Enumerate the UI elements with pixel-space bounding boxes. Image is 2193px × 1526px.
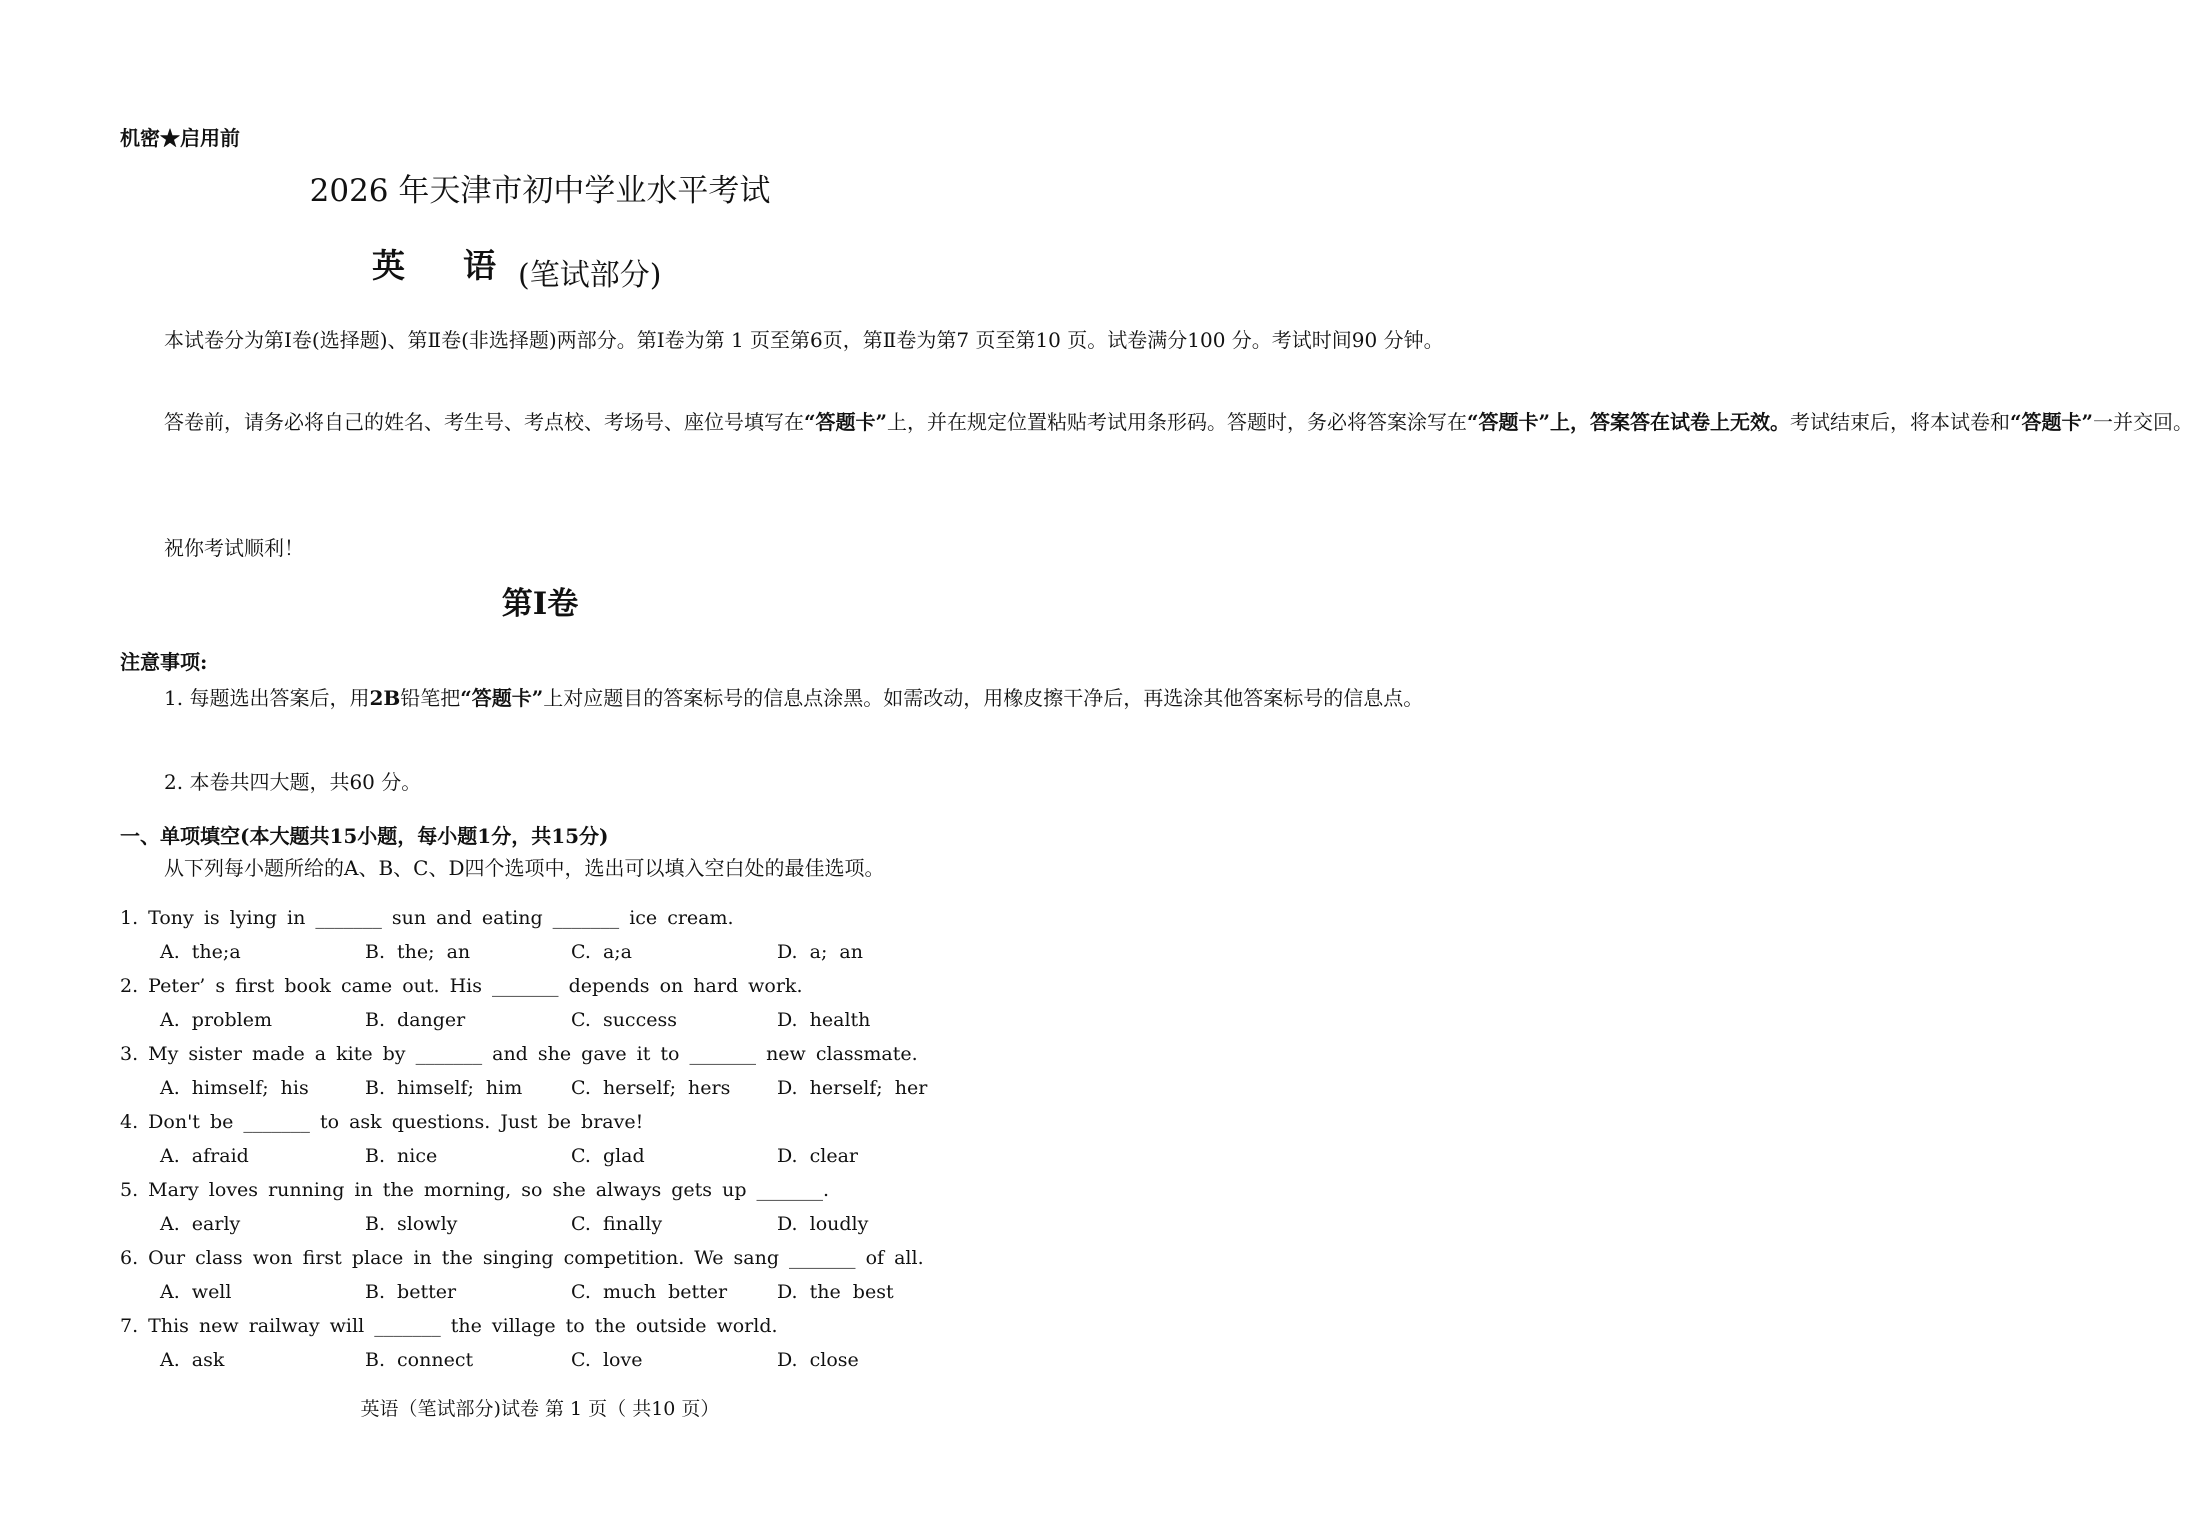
answer-option: A. problem [160, 1009, 272, 1031]
notice-text: 铅笔把 [400, 686, 461, 710]
answer-option: B. nice [365, 1145, 438, 1167]
answer-option: A. early [160, 1213, 241, 1235]
answer-card-term: “答题卡” [2010, 410, 2094, 434]
answer-option: C. success [571, 1009, 677, 1031]
answer-option: C. herself; hers [571, 1077, 731, 1099]
answer-option: D. clear [777, 1145, 859, 1167]
section-heading: 一、单项填空(本大题共15小题，每小题1分，共15分) [120, 824, 609, 848]
answer-option: D. close [777, 1349, 859, 1371]
page-footer: 英语（笔试部分)试卷 第 1 页（ 共10 页） [360, 1398, 720, 1420]
question-stem: 3. My sister made a kite by _______ and she gave it to _______ new classmate. [120, 1043, 918, 1065]
subject-title: 英语 [372, 246, 554, 285]
volume-title: 第Ⅰ卷 [501, 586, 579, 622]
pencil-term: 2B [369, 686, 401, 710]
answer-option: C. a;a [571, 941, 632, 963]
answer-option: C. glad [571, 1145, 645, 1167]
answer-option: D. loudly [777, 1213, 869, 1235]
intro-text: 一并交回。 [2093, 410, 2193, 434]
answer-option: B. danger [365, 1009, 466, 1031]
notice-heading: 注意事项: [120, 650, 208, 674]
intro-text: 上，并在规定位置粘贴考试用条形码。答题时，务必将答案涂写在 [887, 410, 1468, 434]
question-stem: 5. Mary loves running in the morning, so she always gets up _______. [120, 1179, 830, 1201]
confidential-label: 机密★启用前 [120, 126, 240, 150]
answer-card-term: “答题卡” [460, 686, 544, 710]
answer-card-term: “答题卡” [804, 410, 888, 434]
answer-option: C. much better [571, 1281, 728, 1303]
exam-title: 2026 年天津市初中学业水平考试 [309, 173, 771, 209]
answer-option: D. the best [777, 1281, 894, 1303]
answer-option: A. himself; his [160, 1077, 309, 1099]
notice-item-2: 2. 本卷共四大题，共60 分。 [164, 770, 422, 794]
notice-text: 上对应题目的答案标号的信息点涂黑。如需改动，用橡皮擦干净后，再选涂其他答案标号的信息点。 [543, 686, 1424, 710]
notice-text: 1. 每题选出答案后，用 [164, 686, 370, 710]
answer-option: A. afraid [160, 1145, 249, 1167]
question-stem: 2. Peter’ s first book came out. His _______ depends on hard work. [120, 975, 803, 997]
question-stem: 6. Our class won first place in the singing competition. We sang _______ of all. [120, 1247, 924, 1269]
question-stem: 7. This new railway will _______ the village to the outside world. [120, 1315, 778, 1337]
answer-option: B. better [365, 1281, 457, 1303]
notice-item-1 [120, 678, 1424, 719]
answer-option: C. finally [571, 1213, 663, 1235]
answer-option: B. connect [365, 1349, 474, 1371]
intro-paragraph-2 [120, 402, 2193, 443]
good-luck-text: 祝你考试顺利！ [164, 536, 304, 560]
answer-option: C. love [571, 1349, 643, 1371]
answer-option: B. slowly [365, 1213, 458, 1235]
question-stem: 4. Don't be _______ to ask questions. Just be brave! [120, 1111, 644, 1133]
answer-option: A. well [160, 1281, 232, 1303]
answer-option: A. the;a [160, 941, 241, 963]
answer-option: A. ask [160, 1349, 225, 1371]
answer-option: D. a; an [777, 941, 863, 963]
intro-text: 上，答案答在试卷上无效。 [1550, 410, 1791, 434]
answer-option: D. herself; her [777, 1077, 928, 1099]
intro-text: 考试结束后，将本试卷和 [1790, 410, 2011, 434]
intro-text: 答卷前，请务必将自己的姓名、考生号、考点校、考场号、座位号填写在 [164, 410, 804, 434]
answer-option: B. himself; him [365, 1077, 523, 1099]
question-stem: 1. Tony is lying in _______ sun and eating _______ ice cream. [120, 907, 734, 929]
subject-subtitle: (笔试部分) [518, 258, 662, 293]
answer-option: B. the; an [365, 941, 471, 963]
answer-card-term: “答题卡” [1467, 410, 1551, 434]
answer-option: D. health [777, 1009, 871, 1031]
section-instruction: 从下列每小题所给的A、B、C、D四个选项中，选出可以填入空白处的最佳选项。 [164, 856, 885, 880]
intro-paragraph-1: 本试卷分为第Ⅰ卷(选择题)、第Ⅱ卷(非选择题)两部分。第Ⅰ卷为第 1 页至第6页，第Ⅱ卷为第7 页至第10 页。试卷满分100 分。考试时间90 分钟。 [164, 328, 1444, 352]
